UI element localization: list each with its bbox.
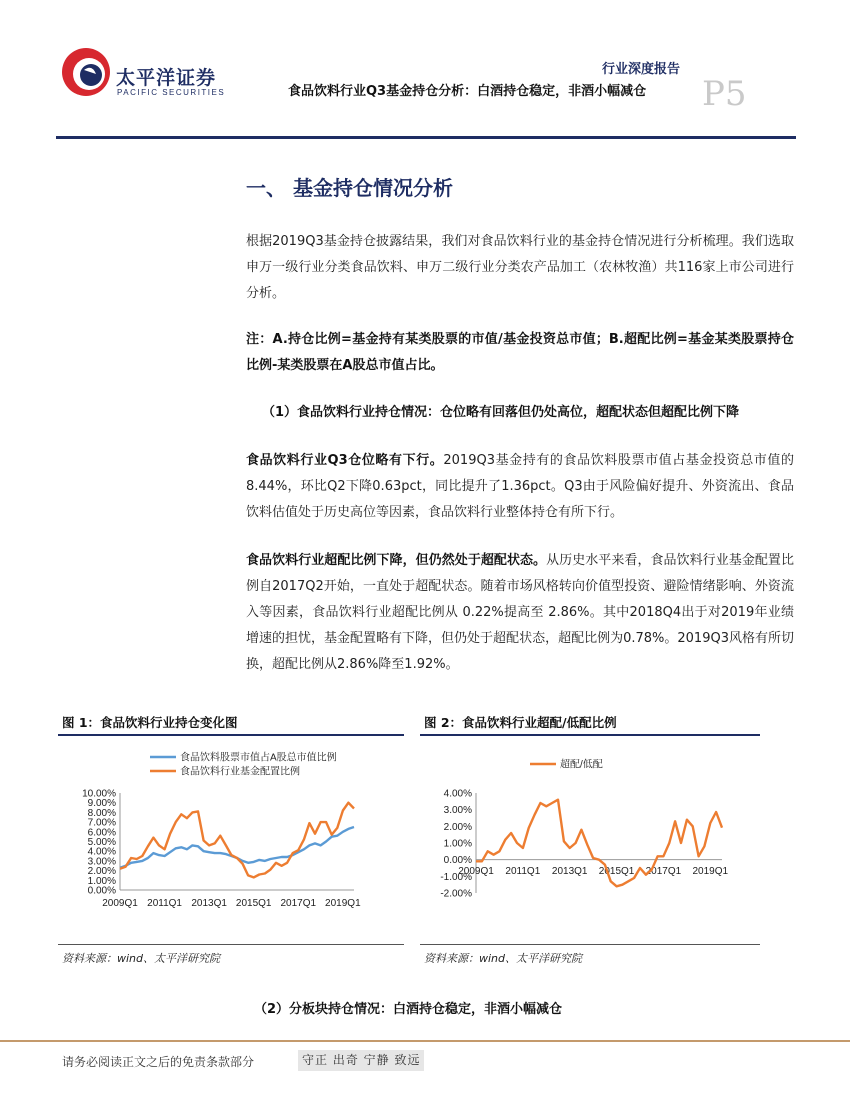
legend-label: 超配/低配: [560, 759, 603, 771]
x-tick-label: 2017Q1: [280, 898, 317, 909]
intro-paragraph: 根据2019Q3基金持仓披露结果，我们对食品饮料行业的基金持仓情况进行分析梳理。我们选取申万一级行业分类食品饮料、申万二级行业分类农产品加工（农林牧渔）共116家上市公司进行分析。: [246, 234, 794, 301]
y-tick-label: 4.00%: [443, 788, 472, 800]
subheading-holdings: （1）食品饮料行业持仓情况：仓位略有回落但仍处高位，超配状态但超配比例下降: [262, 405, 740, 420]
legend-label: 食品饮料股票市值占A股总市值比例: [180, 752, 337, 764]
figure-1-bottom-rule: [58, 944, 404, 945]
x-tick-label: 2009Q1: [458, 866, 494, 877]
paragraph-lead: 食品饮料行业Q3仓位略有下行。: [246, 453, 444, 468]
x-tick-label: 2013Q1: [551, 866, 588, 877]
figure-1-chart: [58, 738, 404, 938]
x-tick-label: 2011Q1: [147, 898, 182, 909]
figure-1-source: 资料来源：wind、太平洋研究院: [62, 952, 221, 965]
y-tick-label: 1.00%: [87, 875, 116, 887]
x-tick-label: 2009Q1: [102, 898, 138, 909]
x-tick-label: 2015Q1: [598, 866, 635, 877]
series-line: [120, 827, 354, 868]
x-tick-label: 2019Q1: [692, 866, 729, 877]
x-tick-label: 2013Q1: [191, 898, 227, 909]
y-tick-label: 3.00%: [443, 805, 472, 817]
paragraph-q3-position: [246, 448, 794, 526]
x-tick-label: 2011Q1: [505, 866, 541, 877]
y-tick-label: 3.00%: [87, 856, 116, 868]
figure-2-chart: [420, 738, 760, 938]
paragraph-overweight: [246, 548, 794, 678]
x-tick-label: 2019Q1: [325, 898, 361, 909]
y-tick-label: 4.00%: [87, 846, 116, 858]
section-heading: 一、 基金持仓情况分析: [246, 176, 453, 200]
figure-2-source: 资料来源：wind、太平洋研究院: [424, 952, 583, 965]
y-tick-label: 0.00%: [443, 855, 472, 867]
logo-name-en: PACIFIC SECURITIES: [117, 88, 226, 97]
logo-icon: [60, 46, 112, 98]
paragraph-body: 从历史水平来看，食品饮料行业基金配置比例自2017Q2开始，一直处于超配状态。随着市场风格转向价值型投资、避险情绪影响、外资流入等因素，食品饮料行业超配比例从 0.22%提高至 2.86%。其中2018Q4出于对2019年业绩增速的担忧，基金配置略有下降，但仍处于超配状态，超配比例为0.78%。2019Q3风格有所切换，超配比例从2.86%降至1.92%。: [246, 553, 794, 672]
footer-divider: [0, 1040, 850, 1042]
paragraph-lead: 食品饮料行业超配比例下降，但仍然处于超配状态。: [246, 553, 547, 568]
report-type: 行业深度报告: [602, 62, 681, 77]
y-tick-label: -1.00%: [440, 871, 472, 883]
footer-disclaimer: 请务必阅读正文之后的免责条款部分: [62, 1055, 255, 1069]
y-tick-label: 1.00%: [443, 838, 472, 850]
footer-motto: 守正 出奇 宁静 致远: [298, 1050, 424, 1071]
figure-2-bottom-rule: [420, 944, 760, 945]
figure-2-rule: [420, 734, 760, 736]
y-tick-label: 8.00%: [87, 807, 116, 819]
report-title: 食品饮料行业Q3基金持仓分析：白酒持仓稳定，非酒小幅减仓: [288, 84, 647, 99]
page-number: P5: [702, 74, 747, 114]
y-tick-label: 5.00%: [87, 837, 116, 848]
logo-name-cn: 太平洋证券: [116, 67, 217, 89]
x-tick-label: 2017Q1: [645, 866, 682, 877]
figure-1-rule: [58, 734, 404, 736]
y-tick-label: 6.00%: [87, 827, 116, 839]
y-tick-label: 0.00%: [87, 885, 116, 897]
y-tick-label: 9.00%: [87, 798, 116, 810]
y-tick-label: 7.00%: [87, 817, 116, 829]
y-tick-label: -2.00%: [440, 888, 472, 900]
y-tick-label: 2.00%: [443, 821, 472, 833]
header-divider: [56, 136, 796, 139]
y-tick-label: 2.00%: [87, 866, 116, 878]
figure-2-title: 图 2：食品饮料行业超配/低配比例: [424, 715, 617, 730]
figure-1-title: 图 1：食品饮料行业持仓变化图: [62, 715, 238, 730]
series-line: [120, 803, 354, 878]
paragraph-body: 2019Q3基金持有的食品饮料股票市值占基金投资总市值的8.44%，环比Q2下降0.63pct，同比提升了1.36pct。Q3由于风险偏好提升、外资流出、食品饮料估值处于历史高位等因素，食品饮料行业整体持仓有所下行。: [246, 453, 794, 520]
definition-note: 注：A.持仓比例=基金持有某类股票的市值/基金投资总市值；B.超配比例=基金某类股票持仓比例-某类股票在A股总市值占比。: [246, 332, 794, 373]
legend-label: 食品饮料行业基金配置比例: [180, 766, 300, 778]
y-tick-label: 10.00%: [82, 788, 116, 800]
subheading-segments: （2）分板块持仓情况：白酒持仓稳定，非酒小幅减仓: [254, 1002, 563, 1017]
x-tick-label: 2015Q1: [235, 898, 272, 909]
